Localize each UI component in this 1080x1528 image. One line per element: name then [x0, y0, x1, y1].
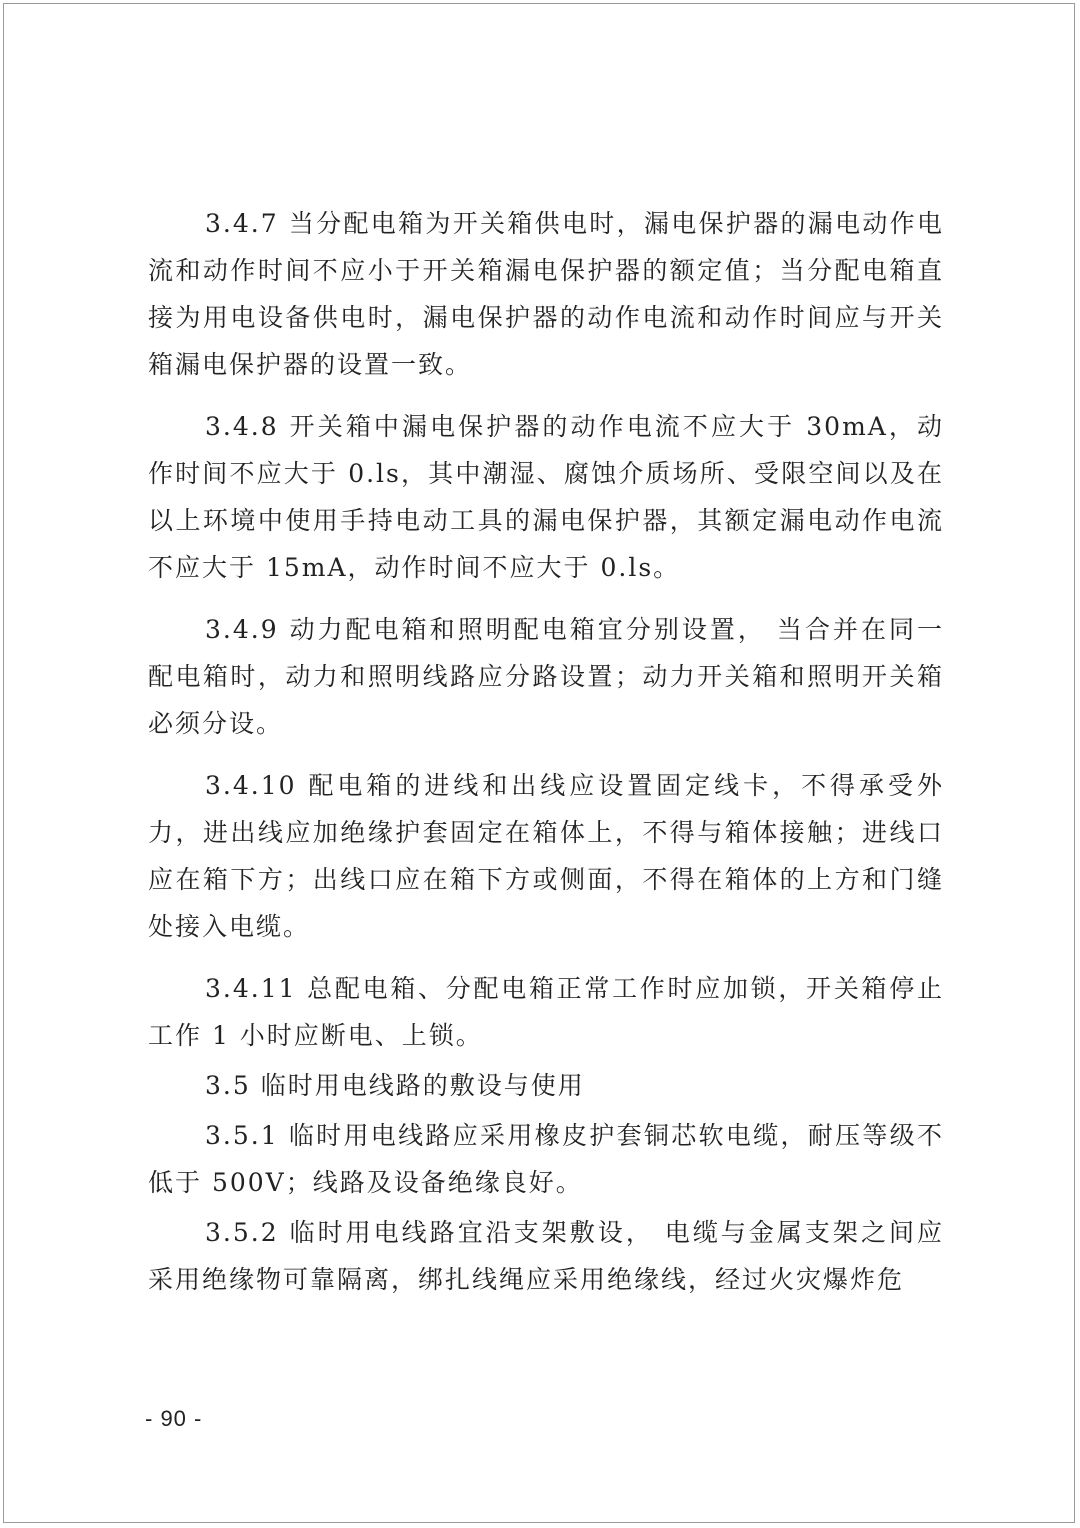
paragraph-3-4-7: 3.4.7 当分配电箱为开关箱供电时，漏电保护器的漏电动作电流和动作时间不应小于开关箱漏电保护器的额定值；当分配电箱直接为用电设备供电时，漏电保护器的动作电流和动作时间应与开关箱漏电保护器的设置一致。 [148, 209, 944, 379]
document-body [148, 200, 944, 1303]
paragraph-3-4-8: 3.4.8 开关箱中漏电保护器的动作电流不应大于 30mA，动作时间不应大于 0.ls，其中潮湿、腐蚀介质场所、受限空间以及在以上环境中使用手持电动工具的漏电保护器，其额定漏电动作电流不应大于 15mA，动作时间不应大于 0.ls。 [148, 412, 944, 582]
paragraph-3-4-10: 3.4.10 配电箱的进线和出线应设置固定线卡，不得承受外力，进出线应加绝缘护套固定在箱体上，不得与箱体接触；进线口应在箱下方；出线口应在箱下方或侧面，不得在箱体的上方和门缝处接入电缆。 [148, 771, 944, 941]
paragraph-3-4-9: 3.4.9 动力配电箱和照明配电箱宜分别设置， 当合并在同一配电箱时，动力和照明线路应分路设置；动力开关箱和照明开关箱必须分设。 [148, 615, 944, 738]
section-heading-3-5: 3.5 临时用电线路的敷设与使用 [205, 1071, 585, 1100]
page-number: - 90 - [145, 1406, 203, 1431]
paragraph-3-4-11: 3.4.11 总配电箱、分配电箱正常工作时应加锁，开关箱停止工作 1 小时应断电、上锁。 [148, 974, 944, 1050]
paragraph-3-5-2: 3.5.2 临时用电线路宜沿支架敷设， 电缆与金属支架之间应采用绝缘物可靠隔离，绑扎线绳应采用绝缘线，经过火灾爆炸危 [148, 1218, 944, 1294]
paragraph-3-5-1: 3.5.1 临时用电线路应采用橡皮护套铜芯软电缆，耐压等级不低于 500V；线路及设备绝缘良好。 [148, 1121, 944, 1197]
